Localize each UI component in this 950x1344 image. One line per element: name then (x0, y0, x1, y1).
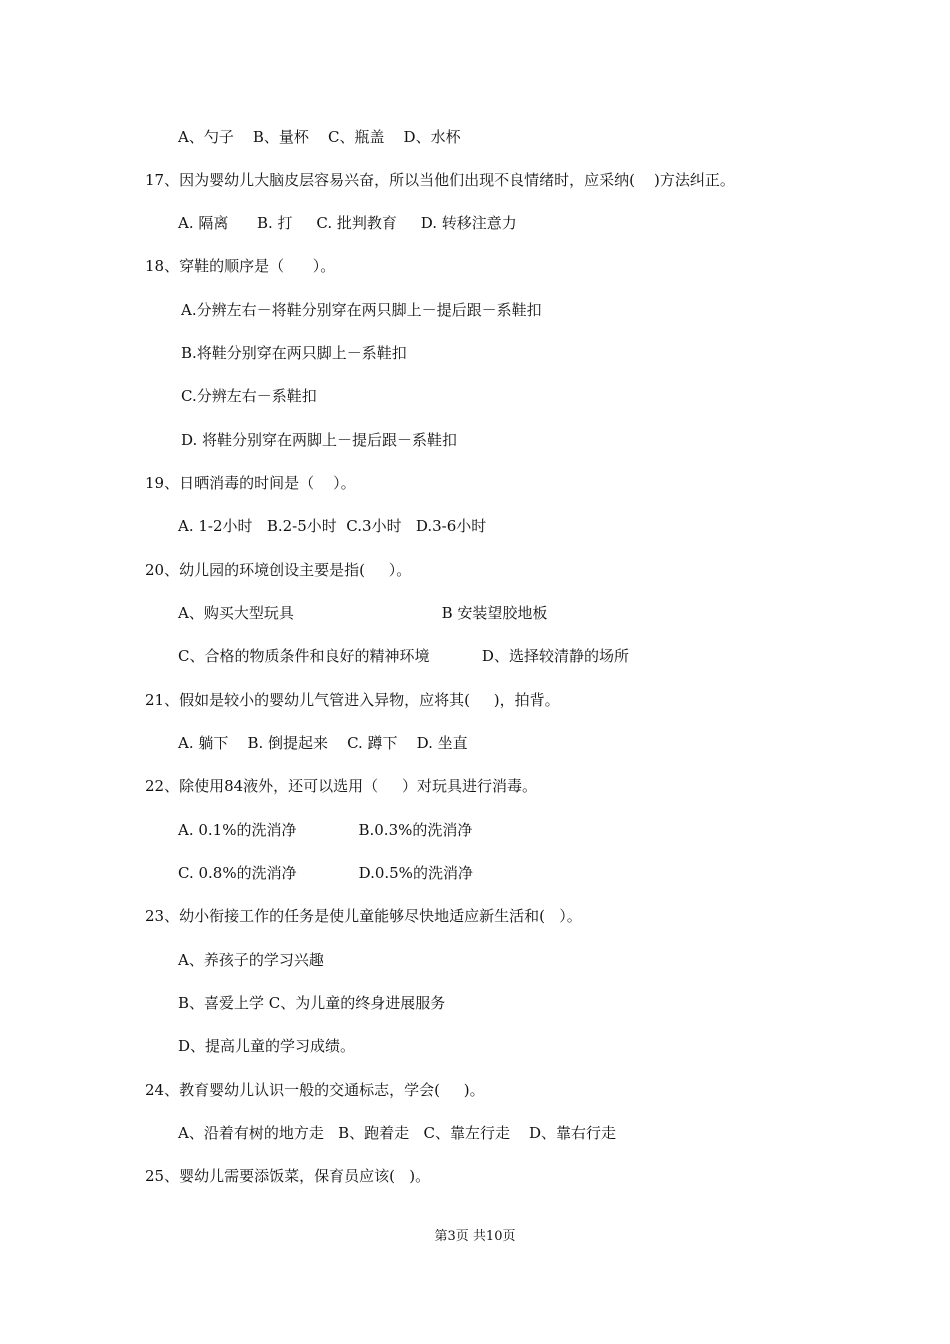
q16-options: A、勺子 B、量杯 C、瓶盖 D、水杯 (178, 128, 461, 146)
q23-option-d: D、提高儿童的学习成绩。 (178, 1037, 356, 1055)
q18-option-a: A.分辨左右－将鞋分别穿在两只脚上－提后跟－系鞋扣 (181, 301, 542, 319)
q17-options: A. 隔离 B. 打 C. 批判教育 D. 转移注意力 (178, 214, 517, 232)
q23-option-a: A、养孩子的学习兴趣 (178, 951, 324, 969)
q18-stem: 18、穿鞋的顺序是（ ）。 (145, 257, 336, 275)
q23-option-bc: B、喜爱上学 C、为儿童的终身进展服务 (178, 994, 446, 1012)
page-footer: 第3页 共10页 (434, 1229, 516, 1244)
q17-stem: 17、因为婴幼儿大脑皮层容易兴奋，所以当他们出现不良情绪时，应采纳( )方法纠正。 (145, 171, 735, 189)
q23-stem: 23、幼小衔接工作的任务是使儿童能够尽快地适应新生活和( ）。 (145, 907, 582, 925)
q18-option-b: B.将鞋分别穿在两只脚上－系鞋扣 (181, 344, 407, 362)
q18-option-d: D. 将鞋分别穿在两脚上－提后跟－系鞋扣 (181, 431, 458, 449)
q19-stem: 19、日晒消毒的时间是（ ）。 (145, 474, 356, 492)
q20-options-ab: A、购买大型玩具 B 安装望胶地板 (178, 604, 548, 622)
q19-options: A. 1-2小时 B.2-5小时 C.3小时 D.3-6小时 (178, 517, 487, 535)
q22-options-cd: C. 0.8%的洗消净 D.0.5%的洗消净 (178, 864, 473, 882)
q21-stem: 21、假如是较小的婴幼儿气管进入异物，应将其( )，拍背。 (145, 691, 560, 709)
q24-stem: 24、教育婴幼儿认识一般的交通标志，学会( )。 (145, 1081, 485, 1099)
q20-stem: 20、幼儿园的环境创设主要是指( ）。 (145, 561, 412, 579)
q22-options-ab: A. 0.1%的洗消净 B.0.3%的洗消净 (178, 821, 473, 839)
q24-options: A、沿着有树的地方走 B、跑着走 C、靠左行走 D、靠右行走 (178, 1124, 617, 1142)
q21-options: A. 躺下 B. 倒提起来 C. 蹲下 D. 坐直 (178, 734, 468, 752)
q18-option-c: C.分辨左右－系鞋扣 (181, 387, 317, 405)
q22-stem: 22、除使用84液外，还可以选用（ ）对玩具进行消毒。 (145, 777, 538, 795)
q25-stem: 25、婴幼儿需要添饭菜，保育员应该( )。 (145, 1167, 431, 1185)
q20-options-cd: C、合格的物质条件和良好的精神环境 D、选择较清静的场所 (178, 647, 629, 665)
